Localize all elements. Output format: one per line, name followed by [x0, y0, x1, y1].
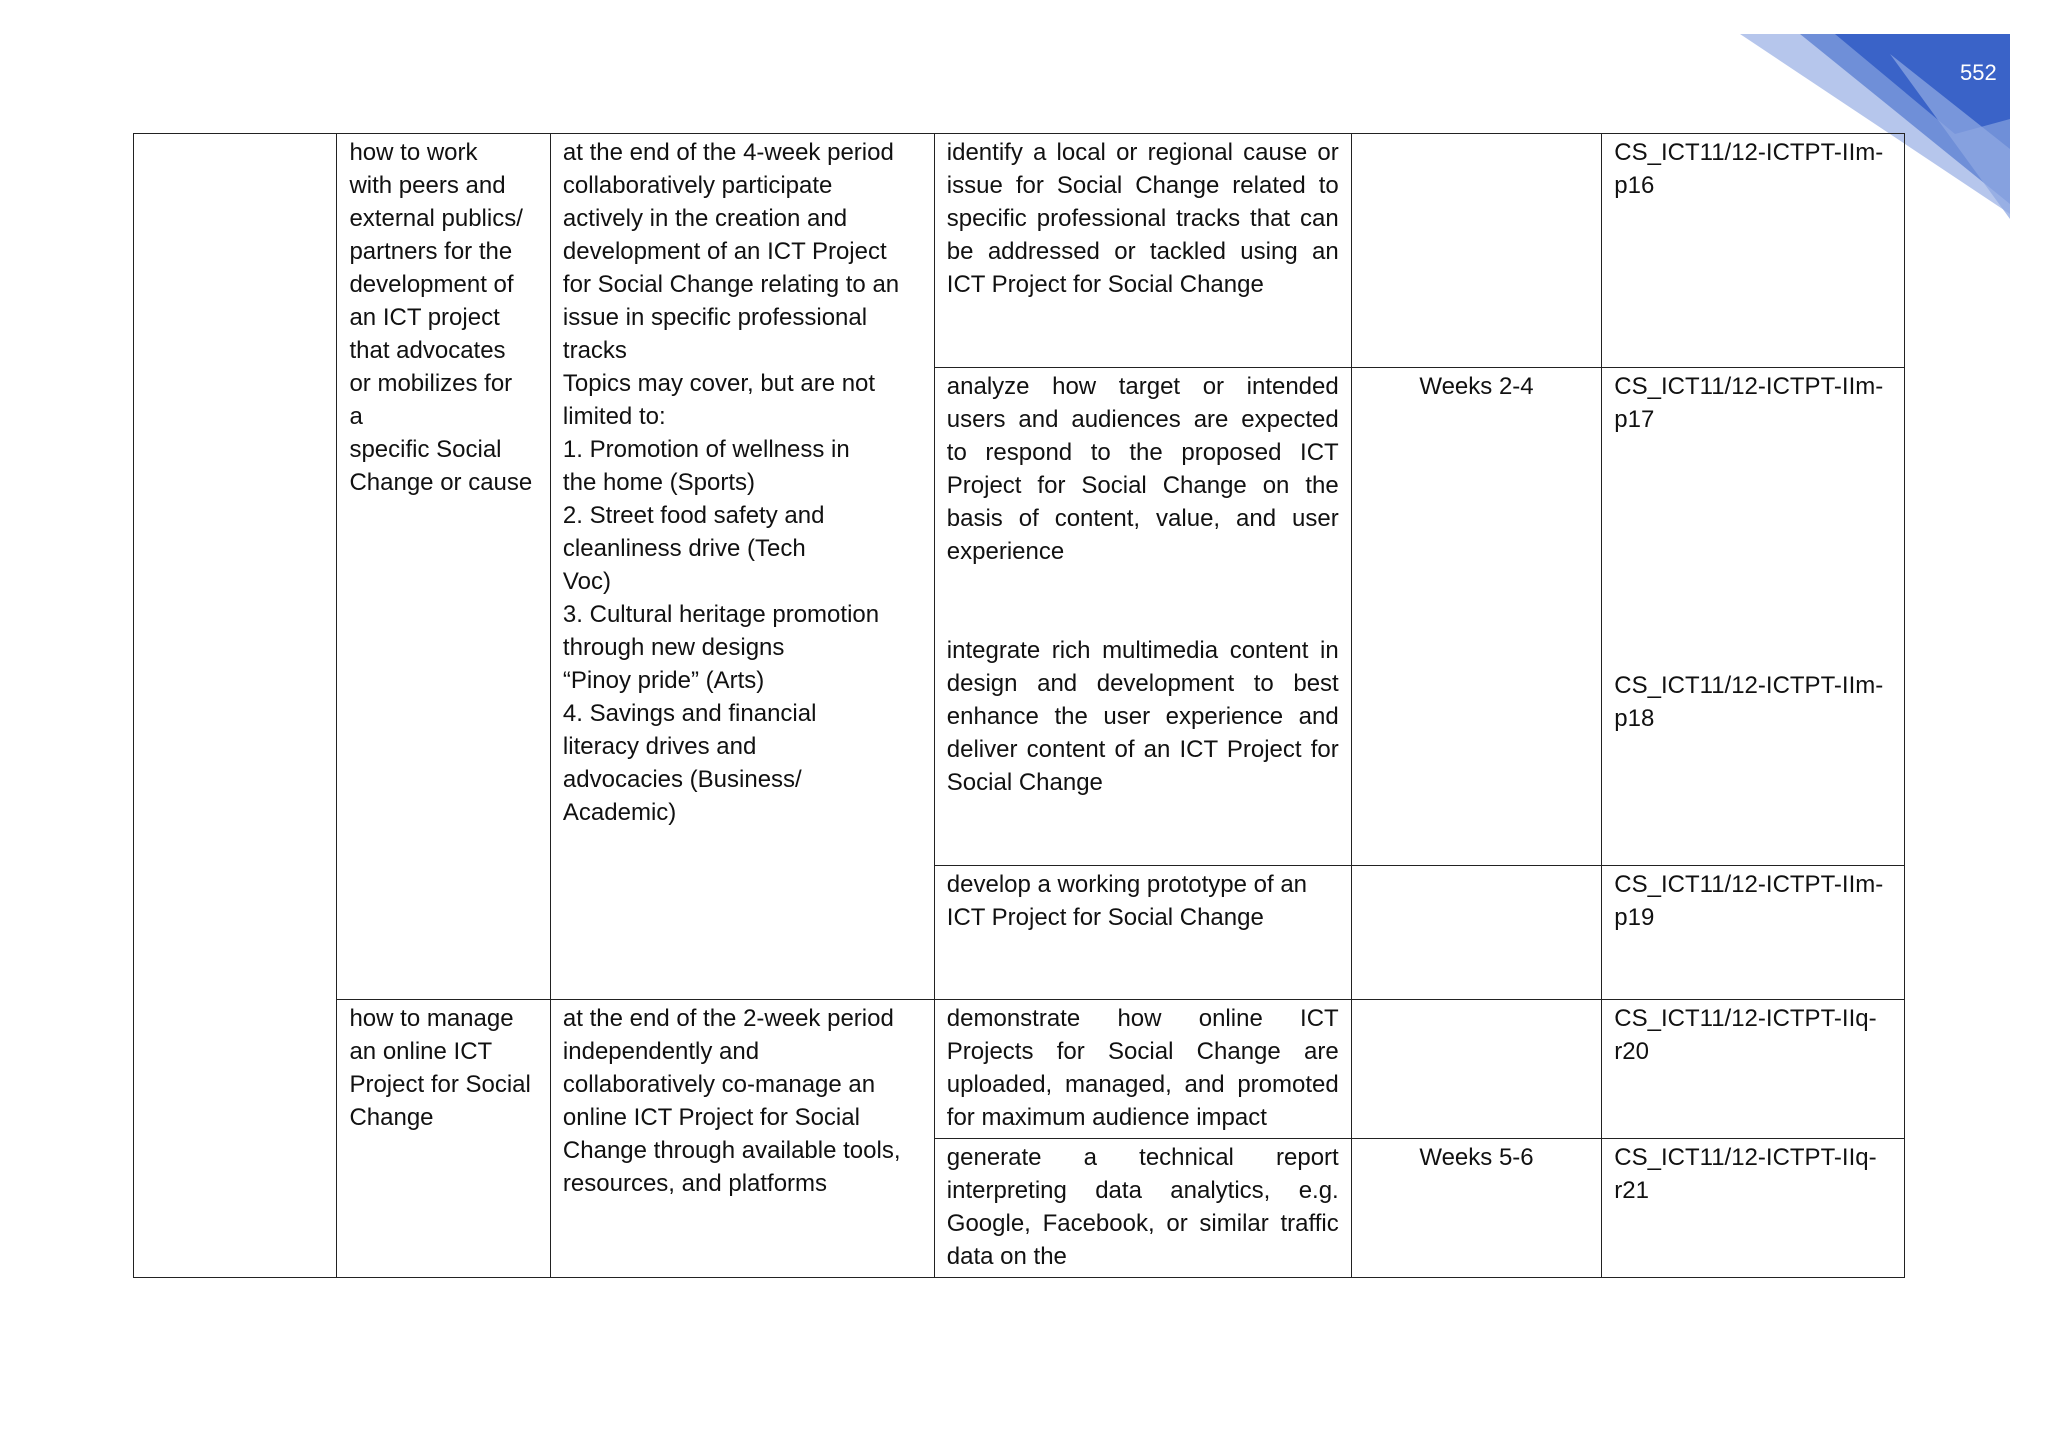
page-number: 552: [1960, 60, 1997, 85]
code-cell: CS_ICT11/12-ICTPT-IIq- r21: [1602, 1139, 1905, 1278]
duration-cell: [1351, 866, 1602, 1000]
competency-gap: [947, 568, 1339, 634]
competency-cell: generate a technical report interpreting data analytics, e.g. Google, Facebook, or similar traffic data on the: [934, 1139, 1351, 1278]
competency-cell: develop a working prototype of an ICT Project for Social Change: [934, 866, 1351, 1000]
content-standard-cell: how to work with peers and external publics/ partners for the development of an ICT project that advocates or mobilizes for a specific Social Change or cause: [337, 134, 550, 1000]
code-cell: CS_ICT11/12-ICTPT-IIm- p19: [1602, 866, 1905, 1000]
duration-cell: [1351, 1000, 1602, 1139]
competency-text-integrate: integrate rich multimedia content in design and development to best enhance the user experience and deliver content of an ICT Project for Social Change: [946, 637, 1339, 796]
table-row: [134, 1000, 1905, 1139]
code-p17: CS_ICT11/12-ICTPT-IIm- p17: [1614, 373, 1884, 433]
competency-cell: [934, 368, 1351, 866]
competency-cell: identify a local or regional cause or issue for Social Change related to specific professional tracks that can be addressed or tackled using an ICT Project for Social Change: [934, 134, 1351, 368]
performance-standard-cell: at the end of the 2-week period independently and collaboratively co-manage an online ICT Project for Social Change through available tools, resources, and platforms: [550, 1000, 934, 1278]
code-gap: [1614, 436, 1892, 669]
competency-text-analyze: analyze how target or intended users and audiences are expected to respond to the proposed ICT Project for Social Change on the basis of content, value, and user experience: [946, 373, 1339, 565]
competency-cell: demonstrate how online ICT Projects for Social Change are uploaded, managed, and promoted for maximum audience impact: [934, 1000, 1351, 1139]
empty-left-cell: [134, 134, 337, 1278]
duration-cell: [1351, 134, 1602, 368]
duration-cell: Weeks 2-4: [1351, 368, 1602, 866]
content-standard-cell: how to manage an online ICT Project for Social Change: [337, 1000, 550, 1278]
performance-standard-cell: at the end of the 4-week period collaboratively participate actively in the creation and development of an ICT Project for Social Change relating to an issue in specific professional tracks Topics may cover, but are not limited to: 1. Promotion of wellness in the home (Sports) 2. Street food safety and cleanliness drive (Tech Voc) 3. Cultural heritage promotion through new designs “Pinoy pride” (Arts) 4. Savings and financial literacy drives and advocacies (Business/ Academic): [550, 134, 934, 1000]
table-row: [134, 134, 1905, 368]
curriculum-table: [133, 133, 1905, 1278]
code-cell: CS_ICT11/12-ICTPT-IIq- r20: [1602, 1000, 1905, 1139]
code-cell: [1602, 368, 1905, 866]
duration-cell: Weeks 5-6: [1351, 1139, 1602, 1278]
code-p18: CS_ICT11/12-ICTPT-IIm- p18: [1614, 672, 1884, 732]
code-cell: CS_ICT11/12-ICTPT-IIm- p16: [1602, 134, 1905, 368]
